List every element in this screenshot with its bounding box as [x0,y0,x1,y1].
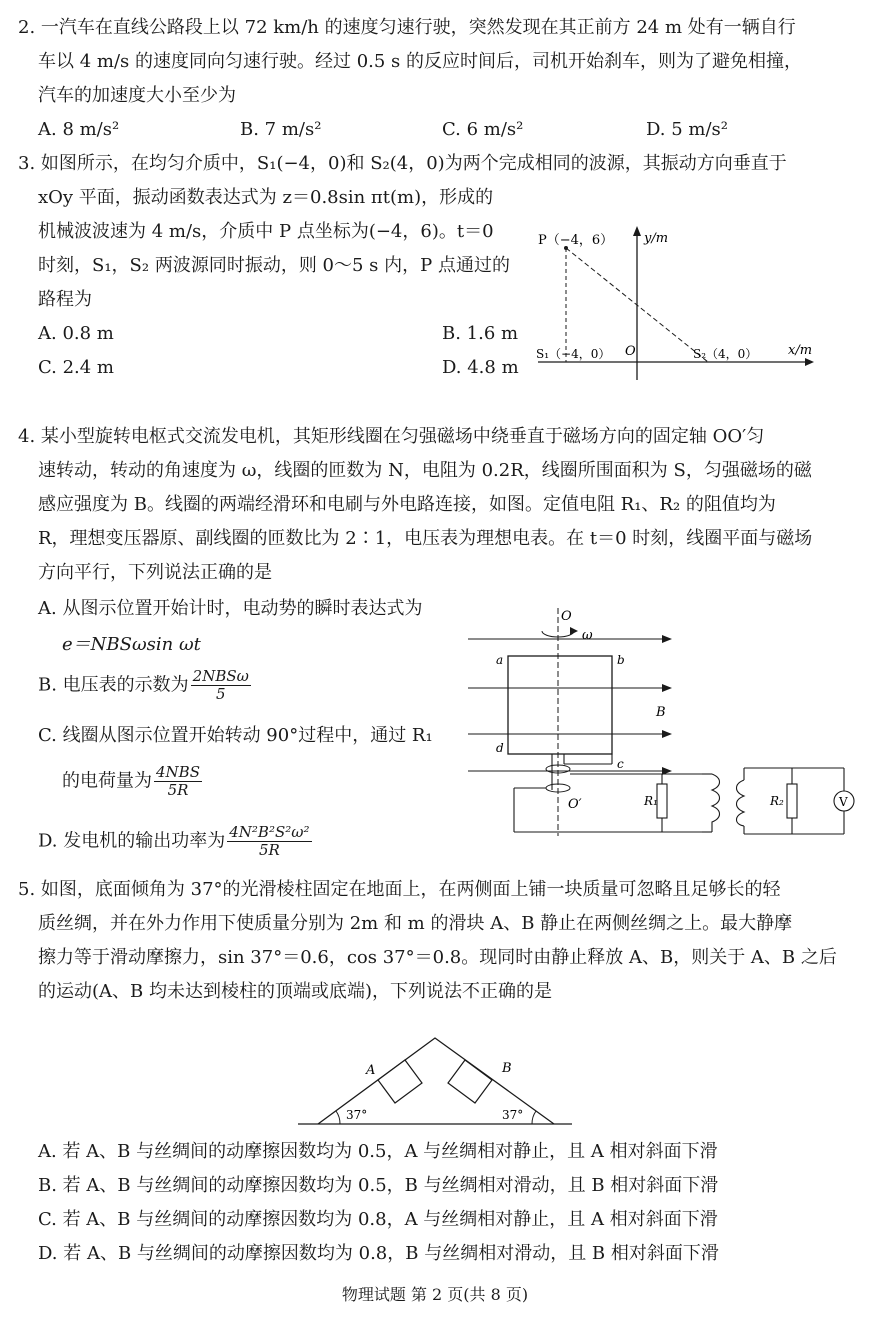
q3-option-a: A. 0.8 m [38,323,114,344]
corner-d-label: d [496,741,504,755]
q4-option-b-numerator: 2NBSω [192,667,249,685]
q4-line-2: 速转动，转动的角速度为 ω，线圈的匝数为 N，电阻为 0.2R，线圈所围面积为 S，匀强磁场的磁 [38,460,812,481]
q4-option-a-line-2: e＝NBSωsin ωt [62,634,201,655]
q3-line-4: 时刻，S₁，S₂ 两波源同时振动，则 0～5 s 内，P 点通过的 [38,255,510,276]
q5-line-3: 擦力等于滑动摩擦力，sin 37°＝0.6，cos 37°＝0.8。现同时由静止释放 A、B，则关于 A、B 之后 [38,947,837,968]
q4-option-b-text: B. 电压表的示数为 [38,674,189,696]
q3-line-2: xOy 平面，振动函数表达式为 z＝0.8sin πt(m)，形成的 [38,187,494,208]
omega-label: ω [582,628,593,643]
q4-option-d [38,824,312,859]
q5-option-a: A. 若 A、B 与丝绸间的动摩擦因数均为 0.5，A 与丝绸相对静止，且 A 相对斜面下滑 [38,1141,718,1162]
q3-wave-figure [530,222,820,384]
q4-option-c-line-1: C. 线圈从图示位置开始转动 90°过程中，通过 R₁ [38,725,433,746]
q2-line-3: 汽车的加速度大小至少为 [38,85,236,106]
q4-generator-figure [466,604,858,840]
corner-a-label: a [496,653,504,667]
block-a-label: A [366,1063,376,1078]
resistor-r1-label: R₁ [644,794,658,808]
angle-right-label: 37° [502,1108,524,1122]
resistor-r2-label: R₂ [770,794,784,808]
corner-c-label: c [617,757,624,771]
q4-option-b-denominator: 5 [216,685,226,703]
q4-option-c-line-2 [62,764,202,799]
angle-left-label: 37° [346,1108,368,1122]
q5-line-1: 5. 如图，底面倾角为 37°的光滑棱柱固定在地面上，在两侧面上铺一块质量可忽略且足够长的轻 [18,879,781,900]
q2-option-b: B. 7 m/s² [240,119,322,140]
q4-option-d-denominator: 5R [258,841,280,859]
x-axis-label: x/m [788,343,813,358]
axis-o-label: O [561,609,572,624]
q2-line-2: 车以 4 m/s 的速度同向匀速行驶。经过 0.5 s 的反应时间后，司机开始刹车，则为了避免相撞， [38,51,803,72]
q3-option-c: C. 2.4 m [38,357,114,378]
corner-b-label: b [617,653,625,667]
origin-label: O [625,344,636,359]
q5-prism-figure [292,1016,578,1130]
field-b-label: B [656,705,666,720]
q4-option-b-fraction [191,668,251,703]
q3-option-b: B. 1.6 m [442,323,519,344]
q2-line-1: 2. 一汽车在直线公路段上以 72 km/h 的速度匀速行驶，突然发现在其正前方 24 m 处有一辆自行 [18,17,796,38]
source-s1-label: S₁（−4，0） [536,347,611,361]
q4-line-3: 感应强度为 B。线圈的两端经滑环和电刷与外电路连接，如图。定值电阻 R₁、R₂ 的阻值均为 [38,494,776,515]
voltmeter-label: V [839,795,848,809]
q2-option-a: A. 8 m/s² [38,119,120,140]
q3-line-1: 3. 如图所示，在均匀介质中，S₁(−4，0)和 S₂(4，0)为两个完成相同的波源，其振动方向垂直于 [18,153,787,174]
q4-option-d-numerator: 4N²B²S²ω² [229,823,310,841]
q4-line-4: R，理想变压器原、副线圈的匝数比为 2∶1，电压表为理想电表。在 t＝0 时刻，线圈平面与磁场 [38,528,813,549]
q5-line-4: 的运动(A、B 均未达到棱柱的顶端或底端)，下列说法不正确的是 [38,981,552,1002]
q4-option-c-denominator: 5R [167,781,189,799]
q2-option-d: D. 5 m/s² [646,119,728,140]
q3-line-3: 机械波波速为 4 m/s，介质中 P 点坐标为(−4，6)。t＝0 [38,221,494,242]
axis-o-prime-label: O′ [568,797,582,812]
q4-option-d-fraction [227,824,311,859]
q4-option-c-numerator: 4NBS [156,763,200,781]
q3-line-5: 路程为 [38,289,92,310]
q5-option-c: C. 若 A、B 与丝绸间的动摩擦因数均为 0.8，A 与丝绸相对静止，且 A 相对斜面下滑 [38,1209,718,1230]
page-footer: 物理试题 第 2 页(共 8 页) [341,1285,529,1304]
q4-option-c-text: 的电荷量为 [62,770,152,792]
q5-option-d: D. 若 A、B 与丝绸间的动摩擦因数均为 0.8，B 与丝绸相对滑动，且 B 相对斜面下滑 [38,1243,719,1264]
q2-option-c: C. 6 m/s² [442,119,524,140]
q4-line-5: 方向平行，下列说法正确的是 [38,562,272,583]
q4-option-a-line-1: A. 从图示位置开始计时，电动势的瞬时表达式为 [38,598,423,619]
block-b-label: B [502,1061,512,1076]
source-s2-label: S₂（4，0） [693,347,758,361]
q5-line-2: 质丝绸，并在外力作用下使质量分别为 2m 和 m 的滑块 A、B 静止在两侧丝绸之上。最大静摩 [38,913,793,934]
q4-option-b [38,668,251,703]
point-p-label: P（−4，6） [538,233,614,248]
y-axis-label: y/m [644,231,669,246]
q4-option-c-fraction [154,764,202,799]
q4-line-1: 4. 某小型旋转电枢式交流发电机，其矩形线圈在匀强磁场中绕垂直于磁场方向的固定轴 OO′匀 [18,426,765,447]
q5-option-b: B. 若 A、B 与丝绸间的动摩擦因数均为 0.5，B 与丝绸相对滑动，且 B 相对斜面下滑 [38,1175,719,1196]
q3-option-d: D. 4.8 m [442,357,519,378]
q4-option-d-text: D. 发电机的输出功率为 [38,830,226,852]
